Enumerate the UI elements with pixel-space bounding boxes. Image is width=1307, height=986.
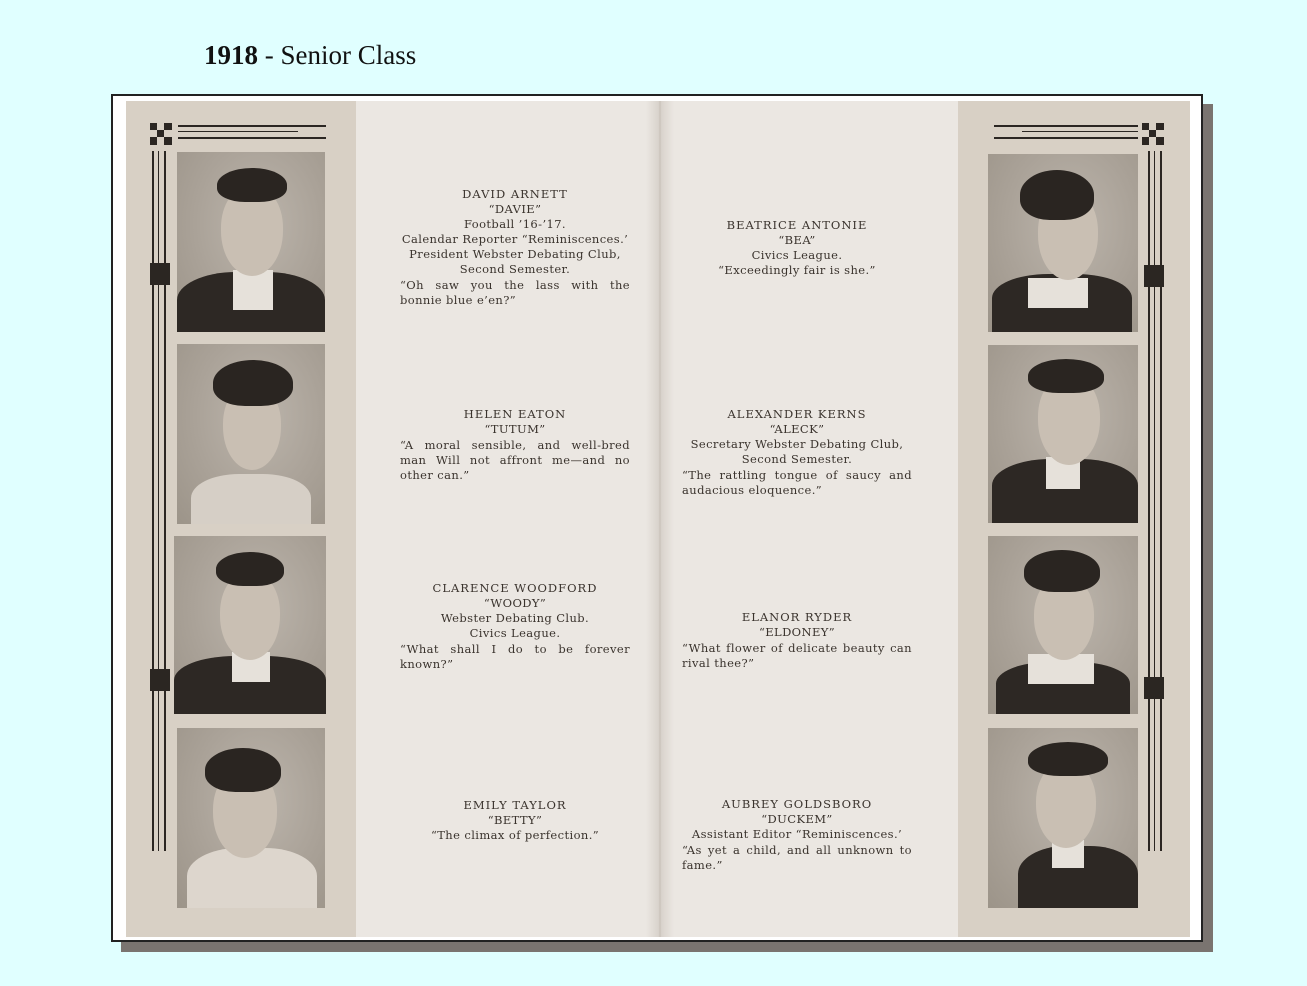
student-name: EMILY TAYLOR [463, 798, 567, 812]
student-entry [400, 798, 630, 843]
student-detail: Secretary Webster Debating Club, [690, 437, 904, 451]
student-quote: “The rattling tongue of saucy and audacious eloquence.” [682, 468, 912, 497]
portrait-photo [174, 536, 326, 714]
student-detail: Civics League. [751, 248, 843, 262]
ornament-rule [1154, 151, 1155, 851]
student-nickname: “DAVIE” [488, 202, 542, 216]
ornament-rule [994, 125, 1138, 127]
student-detail: Football ’16-’17. [464, 217, 566, 231]
portrait-photo [988, 345, 1138, 523]
ornament-rule [152, 151, 154, 851]
student-nickname: “BEA” [778, 233, 816, 247]
student-nickname: “BETTY” [487, 813, 543, 827]
student-entry [682, 218, 912, 278]
ornament-rule [164, 151, 166, 851]
ornament-block-icon [150, 669, 170, 691]
student-name: HELEN EATON [463, 407, 567, 421]
portrait-photo [177, 344, 325, 524]
book-gutter [646, 101, 674, 937]
student-entry [682, 610, 912, 671]
student-nickname: “DUCKEM” [761, 812, 833, 826]
ornament-rule [178, 125, 326, 127]
checker-ornament-icon [150, 123, 172, 145]
student-quote: “What shall I do to be forever known?” [400, 642, 630, 671]
heading-title: Senior Class [280, 40, 417, 70]
portrait-photo [177, 728, 325, 908]
ornament-rule [158, 151, 159, 851]
student-quote: “A moral sensible, and well-bred man Will not affront me—and no other can.” [400, 438, 630, 482]
heading-year: 1918 [204, 40, 258, 70]
portrait-photo [988, 154, 1138, 332]
portrait-photo [988, 536, 1138, 714]
student-detail: “Exceedingly fair is she.” [718, 263, 876, 277]
student-name: DAVID ARNETT [462, 187, 568, 201]
student-name: ELANOR RYDER [741, 610, 853, 624]
student-detail: Assistant Editor “Reminiscences.’ [691, 827, 903, 841]
student-nickname: “ELDONEY” [758, 625, 836, 639]
student-detail: Civics League. [469, 626, 561, 640]
student-detail: “The climax of perfection.” [430, 828, 600, 842]
ornament-block-icon [1144, 265, 1164, 287]
student-nickname: “TUTUM” [484, 422, 546, 436]
page-heading [204, 40, 416, 71]
student-name: ALEXANDER KERNS [727, 407, 867, 421]
ornament-rule [1160, 151, 1162, 851]
student-entry [400, 187, 630, 308]
student-entry [400, 407, 630, 483]
student-name: AUBREY GOLDSBORO [721, 797, 873, 811]
heading-separator: - [258, 40, 281, 70]
student-detail: President Webster Debating Club, [409, 247, 621, 261]
student-detail: Webster Debating Club. [440, 611, 590, 625]
student-entry [400, 581, 630, 672]
checker-ornament-icon [1142, 123, 1164, 145]
ornament-rule [1022, 131, 1138, 132]
student-nickname: “ALECK” [769, 422, 825, 436]
student-detail: Second Semester. [741, 452, 853, 466]
portrait-photo [177, 152, 325, 332]
ornament-block-icon [1144, 677, 1164, 699]
student-quote: “As yet a child, and all unknown to fame.” [682, 843, 912, 872]
ornament-rule [178, 137, 326, 139]
student-name: BEATRICE ANTONIE [726, 218, 868, 232]
student-detail: Calendar Reporter “Reminiscences.’ [401, 232, 629, 246]
student-quote: “What flower of delicate beauty can rival thee?” [682, 641, 912, 670]
ornament-block-icon [150, 263, 170, 285]
student-detail: Second Semester. [459, 262, 571, 276]
ornament-rule [178, 131, 298, 132]
student-entry [682, 797, 912, 873]
ornament-rule [994, 137, 1138, 139]
student-nickname: “WOODY” [483, 596, 547, 610]
student-entry [682, 407, 912, 498]
ornament-rule [1148, 151, 1150, 851]
yearbook-spread [126, 101, 1190, 937]
portrait-photo [988, 728, 1138, 908]
student-name: CLARENCE WOODFORD [432, 581, 598, 595]
student-quote: “Oh saw you the lass with the bonnie blue e’en?” [400, 278, 630, 307]
